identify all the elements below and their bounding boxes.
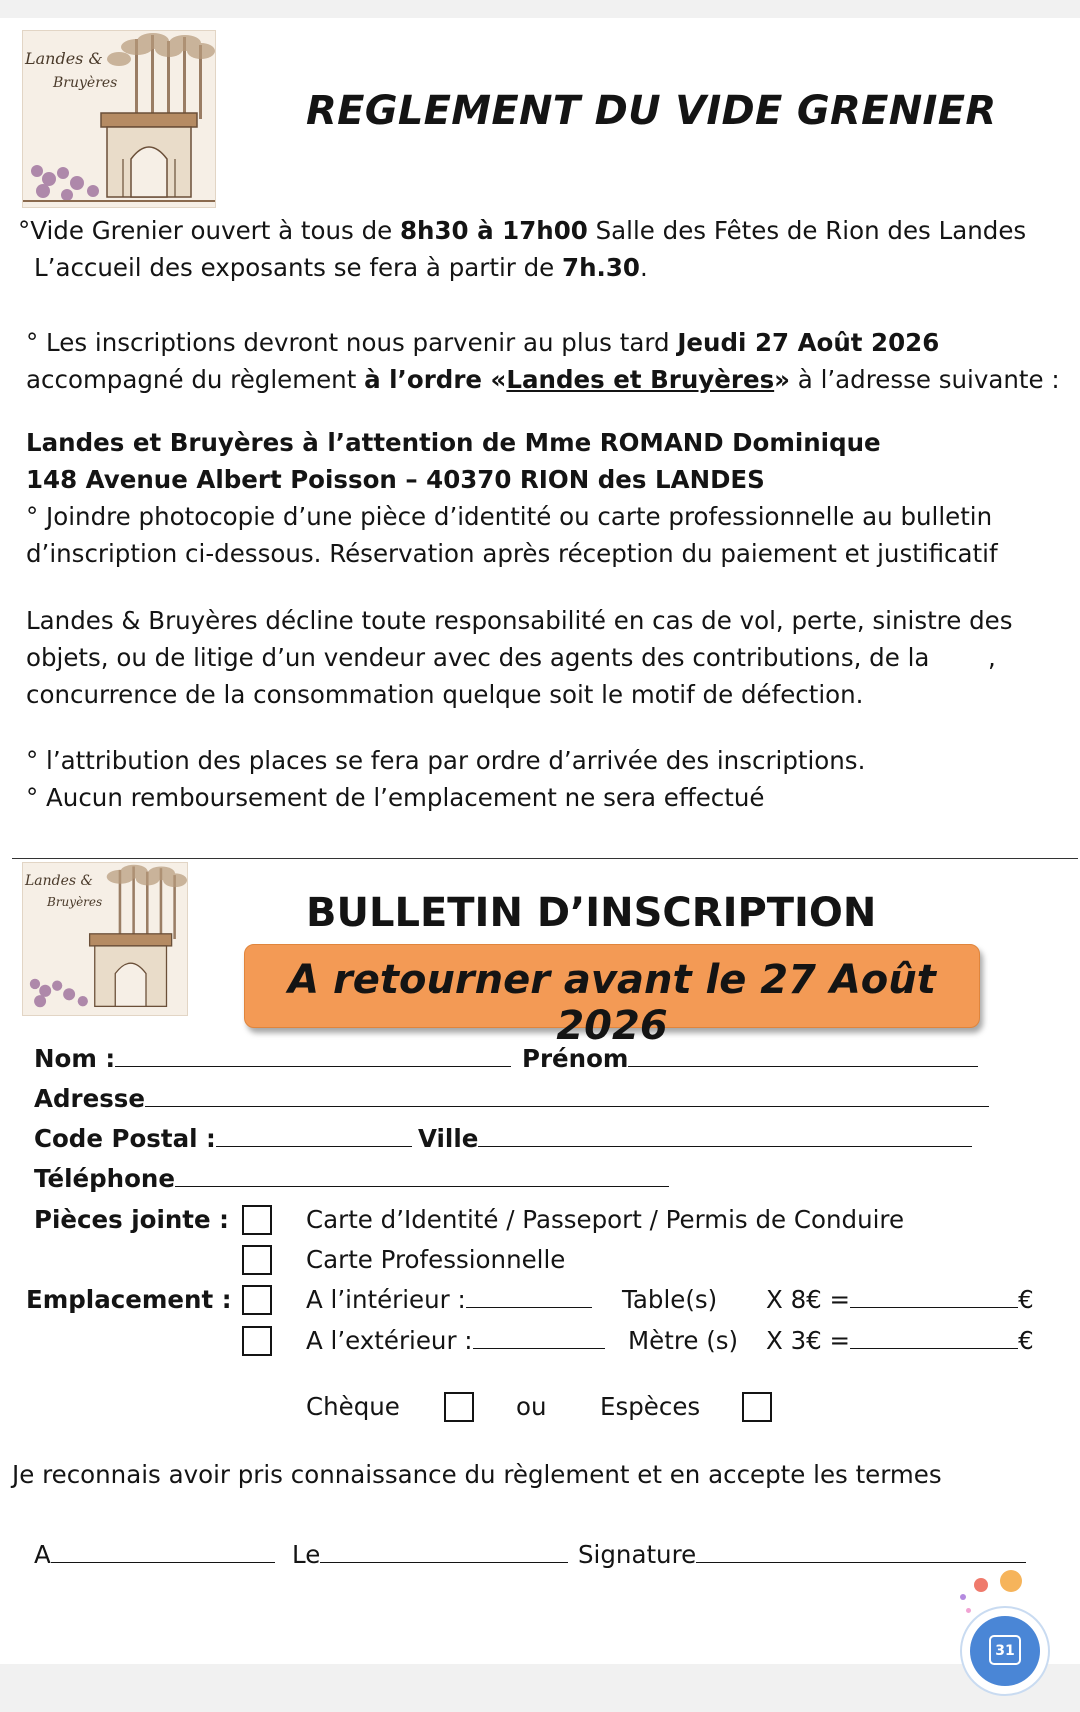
decorative-dot-pink [966, 1608, 971, 1613]
deadline-text: A retourner avant le 27 Août 2026 [288, 957, 936, 1049]
accueil-line: L’accueil des exposants se fera à partir de 7h.30. [34, 253, 648, 282]
exterieur-total-field[interactable] [850, 1326, 1018, 1349]
horaires-line: °Vide Grenier ouvert à tous de 8h30 à 17h00 Salle des Fêtes de Rion des Landes [18, 216, 1027, 245]
ville-row [418, 1120, 972, 1157]
carte-pro-option: Carte Professionnelle [306, 1245, 566, 1274]
signature-field[interactable] [696, 1540, 1026, 1563]
code-postal-field[interactable] [216, 1124, 412, 1147]
adresse-field[interactable] [145, 1084, 989, 1107]
logo-text-line2: Bruyères [53, 75, 118, 91]
calendar-day: 31 [995, 1643, 1015, 1659]
stray-comma: , [988, 643, 996, 672]
date-field[interactable] [320, 1540, 568, 1563]
decorative-dot-orange [1000, 1570, 1022, 1592]
adresse-row [34, 1080, 989, 1117]
signature-row: Signature [578, 1536, 1026, 1573]
nom-label: Nom : [34, 1044, 116, 1073]
association-logo-small [22, 862, 188, 1016]
joindre-line-2: d’inscription ci-dessous. Réservation après réception du paiement et justificatif [26, 539, 998, 568]
metre-label: Mètre (s) [628, 1326, 739, 1355]
exterieur-checkbox[interactable] [242, 1326, 272, 1356]
address-line-2: 148 Avenue Albert Poisson – 40370 RION des LANDES [26, 465, 765, 494]
cheque-checkbox[interactable] [444, 1392, 474, 1422]
date-row: Le [292, 1536, 568, 1573]
table-label: Table(s) [622, 1285, 718, 1314]
telephone-label: Téléphone [34, 1164, 175, 1193]
lieu-field[interactable] [51, 1540, 275, 1563]
interieur-row: A l’intérieur : [306, 1281, 592, 1318]
emplacement-label: Emplacement : [26, 1285, 232, 1314]
lieu-row: A [34, 1536, 275, 1573]
code-postal-row [34, 1120, 412, 1157]
exterieur-row: A l’extérieur : [306, 1322, 605, 1359]
exterieur-qty-field[interactable] [473, 1326, 605, 1349]
reglement-ordre-line: accompagné du règlement à l’ordre «Landes et Bruyères» à l’adresse suivante : [26, 365, 1060, 394]
carte-pro-checkbox[interactable] [242, 1245, 272, 1275]
prenom-row [522, 1040, 978, 1077]
calendar-icon [989, 1635, 1021, 1665]
bulletin-title: BULLETIN D’INSCRIPTION [306, 890, 877, 936]
calendar-badge[interactable] [960, 1606, 1050, 1696]
telephone-field[interactable] [175, 1164, 669, 1187]
inscription-deadline-line: ° Les inscriptions devront nous parvenir au plus tard Jeudi 27 Août 2026 [26, 328, 940, 357]
especes-checkbox[interactable] [742, 1392, 772, 1422]
cut-line-divider [12, 858, 1078, 859]
ville-field[interactable] [478, 1124, 972, 1147]
pieces-label: Pièces jointe : [34, 1205, 229, 1234]
interieur-total-field[interactable] [850, 1285, 1018, 1308]
logo-text-line1: Landes & [25, 49, 103, 68]
association-logo [22, 30, 216, 208]
ou-label: ou [516, 1392, 547, 1421]
responsabilite-line-2: objets, ou de litige d’un vendeur avec des agents des contributions, de la [26, 643, 930, 672]
interieur-price-row: X 8€ = € [766, 1285, 1034, 1314]
especes-label: Espèces [600, 1392, 701, 1421]
reglement-title: REGLEMENT DU VIDE GRENIER [306, 88, 997, 134]
nom-field[interactable] [115, 1044, 511, 1067]
calendar-badge-circle [970, 1616, 1040, 1686]
responsabilite-line-1: Landes & Bruyères décline toute responsabilité en cas de vol, perte, sinistre des [26, 606, 1013, 635]
decorative-dot-red [974, 1578, 988, 1592]
prenom-field[interactable] [628, 1044, 978, 1067]
acceptation-statement: Je reconnais avoir pris connaissance du règlement et en accepte les termes [12, 1460, 942, 1489]
prenom-label: Prénom [522, 1044, 629, 1073]
interieur-checkbox[interactable] [242, 1285, 272, 1315]
responsabilite-line-3: concurrence de la consommation quelque soit le motif de défection. [26, 680, 864, 709]
remboursement-line: ° Aucun remboursement de l’emplacement ne sera effectué [26, 783, 765, 812]
joindre-line-1: ° Joindre photocopie d’une pièce d’identité ou carte professionnelle au bulletin [26, 502, 993, 531]
code-postal-label: Code Postal : [34, 1124, 216, 1153]
logo-small-text-line2: Bruyères [47, 895, 103, 909]
ville-label: Ville [418, 1124, 479, 1153]
logo-small-text-line1: Landes & [25, 873, 94, 889]
address-line-1: Landes et Bruyères à l’attention de Mme ROMAND Dominique [26, 428, 881, 457]
piece-identite-checkbox[interactable] [242, 1205, 272, 1235]
decorative-dot-purple [960, 1594, 966, 1600]
document-page [0, 18, 1080, 1664]
interieur-qty-field[interactable] [466, 1285, 592, 1308]
telephone-row [34, 1160, 669, 1197]
exterieur-price-row: X 3€ = € [766, 1326, 1034, 1355]
nom-row [34, 1040, 511, 1077]
adresse-label: Adresse [34, 1084, 145, 1113]
piece-identite-option: Carte d’Identité / Passeport / Permis de Conduire [306, 1205, 905, 1234]
deadline-banner [244, 944, 980, 1049]
cheque-label: Chèque [306, 1392, 400, 1421]
attribution-line: ° l’attribution des places se fera par ordre d’arrivée des inscriptions. [26, 746, 866, 775]
